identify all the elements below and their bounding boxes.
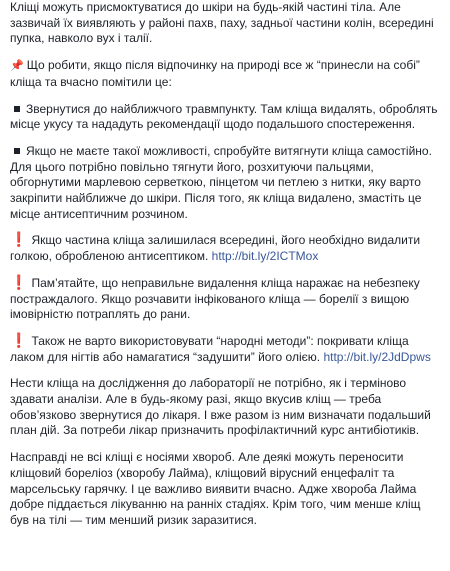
paragraph-lab-testing: Нести кліща на дослідження до лабораторії не потрібно, як і терміново здавати аналізи. Але в будь-якому разі, якщо вкусив кліщ — треба обов’язково звернутися до лікаря. І вже разом із ним визначати подальший план дій. За потреби лікар призначить профілактичний курс антибіотиків. (10, 376, 431, 438)
paragraph-diseases: Насправді не всі кліщі є носіями хвороб. Але деякі можуть переносити кліщовий бореліоз (хворобу Лайма), кліщовий вірусний енцефаліт та марсельську гарячку. І це важливо виявити вчасно. Адже хвороба Лайма добре піддається лікуванню на ранніх стадіях. Крім того, чим менше кліщ був на тілі — тим менший ризик заразитися. (10, 450, 421, 527)
paragraph-improper-removal: ❗ Пам’ятайте, що неправильне видалення кліща наражає на небезпеку постраждалого. Якщо розчавити інфікованого кліща — борелії з вищою імовірністю потраплять до рани. (10, 273, 420, 322)
black-square-icon (14, 106, 20, 112)
paragraph-folk-methods: ❗ Також не варто використовувати “народні методи”: покривати кліща лаком для нігтів або намагатися “задушити” його олією. http://bit.ly/2JdDpws (10, 331, 431, 364)
red-exclamation-icon: ❗ (10, 231, 28, 248)
paragraph-remove-yourself: Якщо не маєте такої можливості, спробуйте витягнути кліща самостійно. Для цього потрібно повільно тягнути його, розхитуючи пальцями, обгорнутими марлевою серветкою, пінцетом чи петлею з нитки, яку варто закріпити найближче до шкіри. Після того, як кліща видалено, змастіть це місце антисептичним розчином. (10, 143, 432, 221)
link-bitly-2[interactable]: http://bit.ly/2JdDpws (323, 349, 431, 364)
paragraph-go-to-trauma-center: Звернутися до найближчого травмпункту. Там кліща видалять, оброблять місце укусу та нададуть рекомендації щодо подальшого спостереження. (10, 101, 438, 132)
red-exclamation-icon: ❗ (10, 273, 28, 290)
pushpin-icon: 📌 (10, 60, 24, 73)
paragraph-tick-locations: Кліщі можуть присмоктуватися до шкіри на будь-якій частині тіла. Але зазвичай їх виявляють у районі пахв, паху, задньої частини колін, всередині пупка, навколо вух і талії. (10, 0, 434, 46)
red-exclamation-icon: ❗ (10, 331, 28, 348)
link-bitly-1[interactable]: http://bit.ly/2ICTMox (211, 249, 319, 264)
black-square-icon (14, 148, 20, 154)
paragraph-what-to-do: 📌 Що робити, якщо після відпочинку на природі все ж “принесли на собі” кліща та вчасно помітили це: (10, 58, 420, 89)
paragraph-part-remained: ❗ Якщо частина кліща залишилася всередині, його необхідно видалити голкою, обробленою антисептиком. http://bit.ly/2ICTMox (10, 231, 421, 264)
